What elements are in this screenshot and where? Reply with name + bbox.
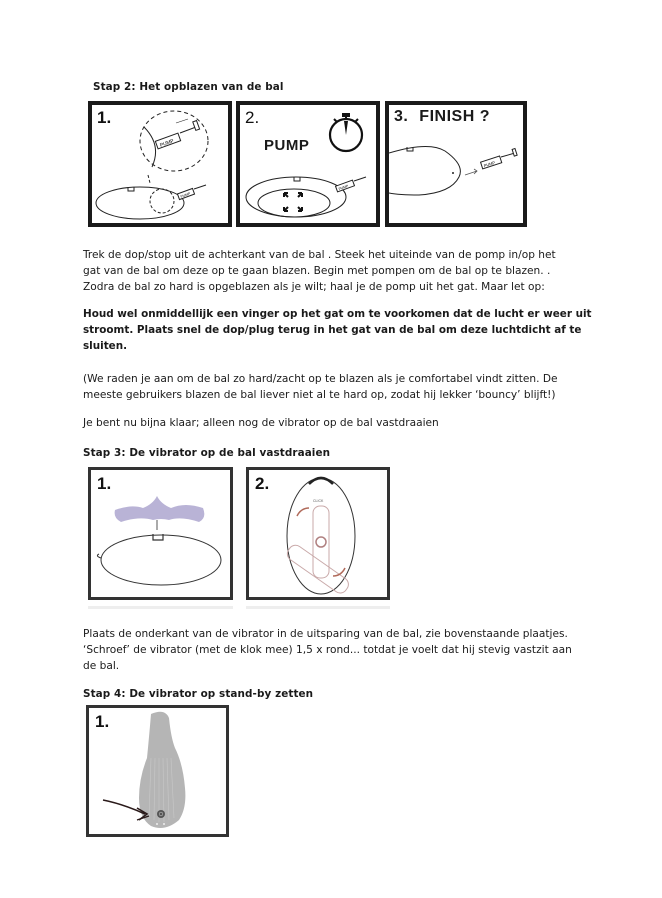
expand-arrows-icon <box>284 193 302 211</box>
step2-figure-3 <box>385 101 527 227</box>
stopwatch-icon <box>330 113 362 151</box>
inflate-diagram-2 <box>240 105 376 223</box>
step2-warning <box>83 306 603 354</box>
step2-heading: Stap 2: Het opblazen van de bal <box>93 81 284 93</box>
pump-label-small: PUMP <box>180 191 191 199</box>
step2-figure-2 <box>236 101 380 227</box>
step2-figure-1 <box>88 101 232 227</box>
step4-heading: Stap 4: De vibrator op stand-by zetten <box>83 688 314 700</box>
figure-underline <box>88 606 233 609</box>
text-line: stroomt. Plaats snel de dop/plug terug in het gat van de bal om deze luchtdicht af te <box>83 324 582 336</box>
text-line: sluiten. <box>83 340 128 352</box>
figure-number: 1. <box>97 474 112 493</box>
attach-diagram-2 <box>249 470 387 597</box>
text-line: ‘Schroef’ de vibrator (met de klok mee) 1,5 x rond... totdat je voelt dat hij stevig vastzit aan <box>83 644 572 656</box>
text-line: Plaats de onderkant van de vibrator in de uitsparing van de bal, zie bovenstaande plaatjes. <box>83 628 568 640</box>
standby-diagram <box>89 708 226 834</box>
step3-figure-2 <box>246 467 390 600</box>
figure-underline <box>246 606 390 609</box>
figure-number: 1. <box>97 108 112 127</box>
text-line: de bal. <box>83 660 120 672</box>
figure-number: 2. <box>255 474 270 493</box>
step3-heading: Stap 3: De vibrator op de bal vastdraaien <box>83 447 331 459</box>
figure-number: 1. <box>95 712 110 731</box>
figure-number: 3. <box>394 108 409 125</box>
click-label: CLICK <box>313 499 324 503</box>
text-line: Zodra de bal zo hard is opgeblazen als je wilt; haal je de pomp uit het gat. Maar let op: <box>83 281 545 293</box>
step4-figure-1 <box>86 705 229 837</box>
text-line: Houd wel onmiddellijk een vinger op het gat om te voorkomen dat de lucht er weer uit <box>83 308 592 320</box>
pump-icon <box>336 177 366 192</box>
inflate-diagram-1 <box>92 105 228 223</box>
finish-text: FINISH ? <box>419 108 490 125</box>
step2-advice <box>83 371 603 403</box>
pump-label: PUMP <box>483 159 496 169</box>
text-line: Trek de dop/stop uit de achterkant van de bal . Steek het uiteinde van de pomp in/op het <box>83 249 556 261</box>
step2-almost-done: Je bent nu bijna klaar; alleen nog de vibrator op de bal vastdraaien <box>83 417 439 429</box>
pump-label: PUMP <box>338 183 349 192</box>
figure-number: 2. <box>245 108 260 127</box>
pump-label: PUMP <box>159 138 175 149</box>
pump-small-icon <box>177 185 206 200</box>
step3-instructions <box>83 626 603 674</box>
pump-icon <box>155 119 199 149</box>
text-line: (We raden je aan om de bal zo hard/zacht op te blazen als je comfortabel vindt zitten. De <box>83 373 558 385</box>
pump-icon <box>481 149 518 169</box>
pump-caption: PUMP <box>264 137 310 154</box>
attach-diagram-1 <box>91 470 230 597</box>
step3-figure-1 <box>88 467 233 600</box>
step2-instructions <box>83 247 603 295</box>
power-button-icon <box>157 810 165 818</box>
text-line: meeste gebruikers blazen de bal liever niet al te hard op, zodat hij lekker ‘bouncy’ blijft!) <box>83 389 556 401</box>
text-line: gat van de bal om deze op te gaan blazen. Begin met pompen om de bal op te blazen. . <box>83 265 551 277</box>
inflate-diagram-3 <box>389 105 523 223</box>
